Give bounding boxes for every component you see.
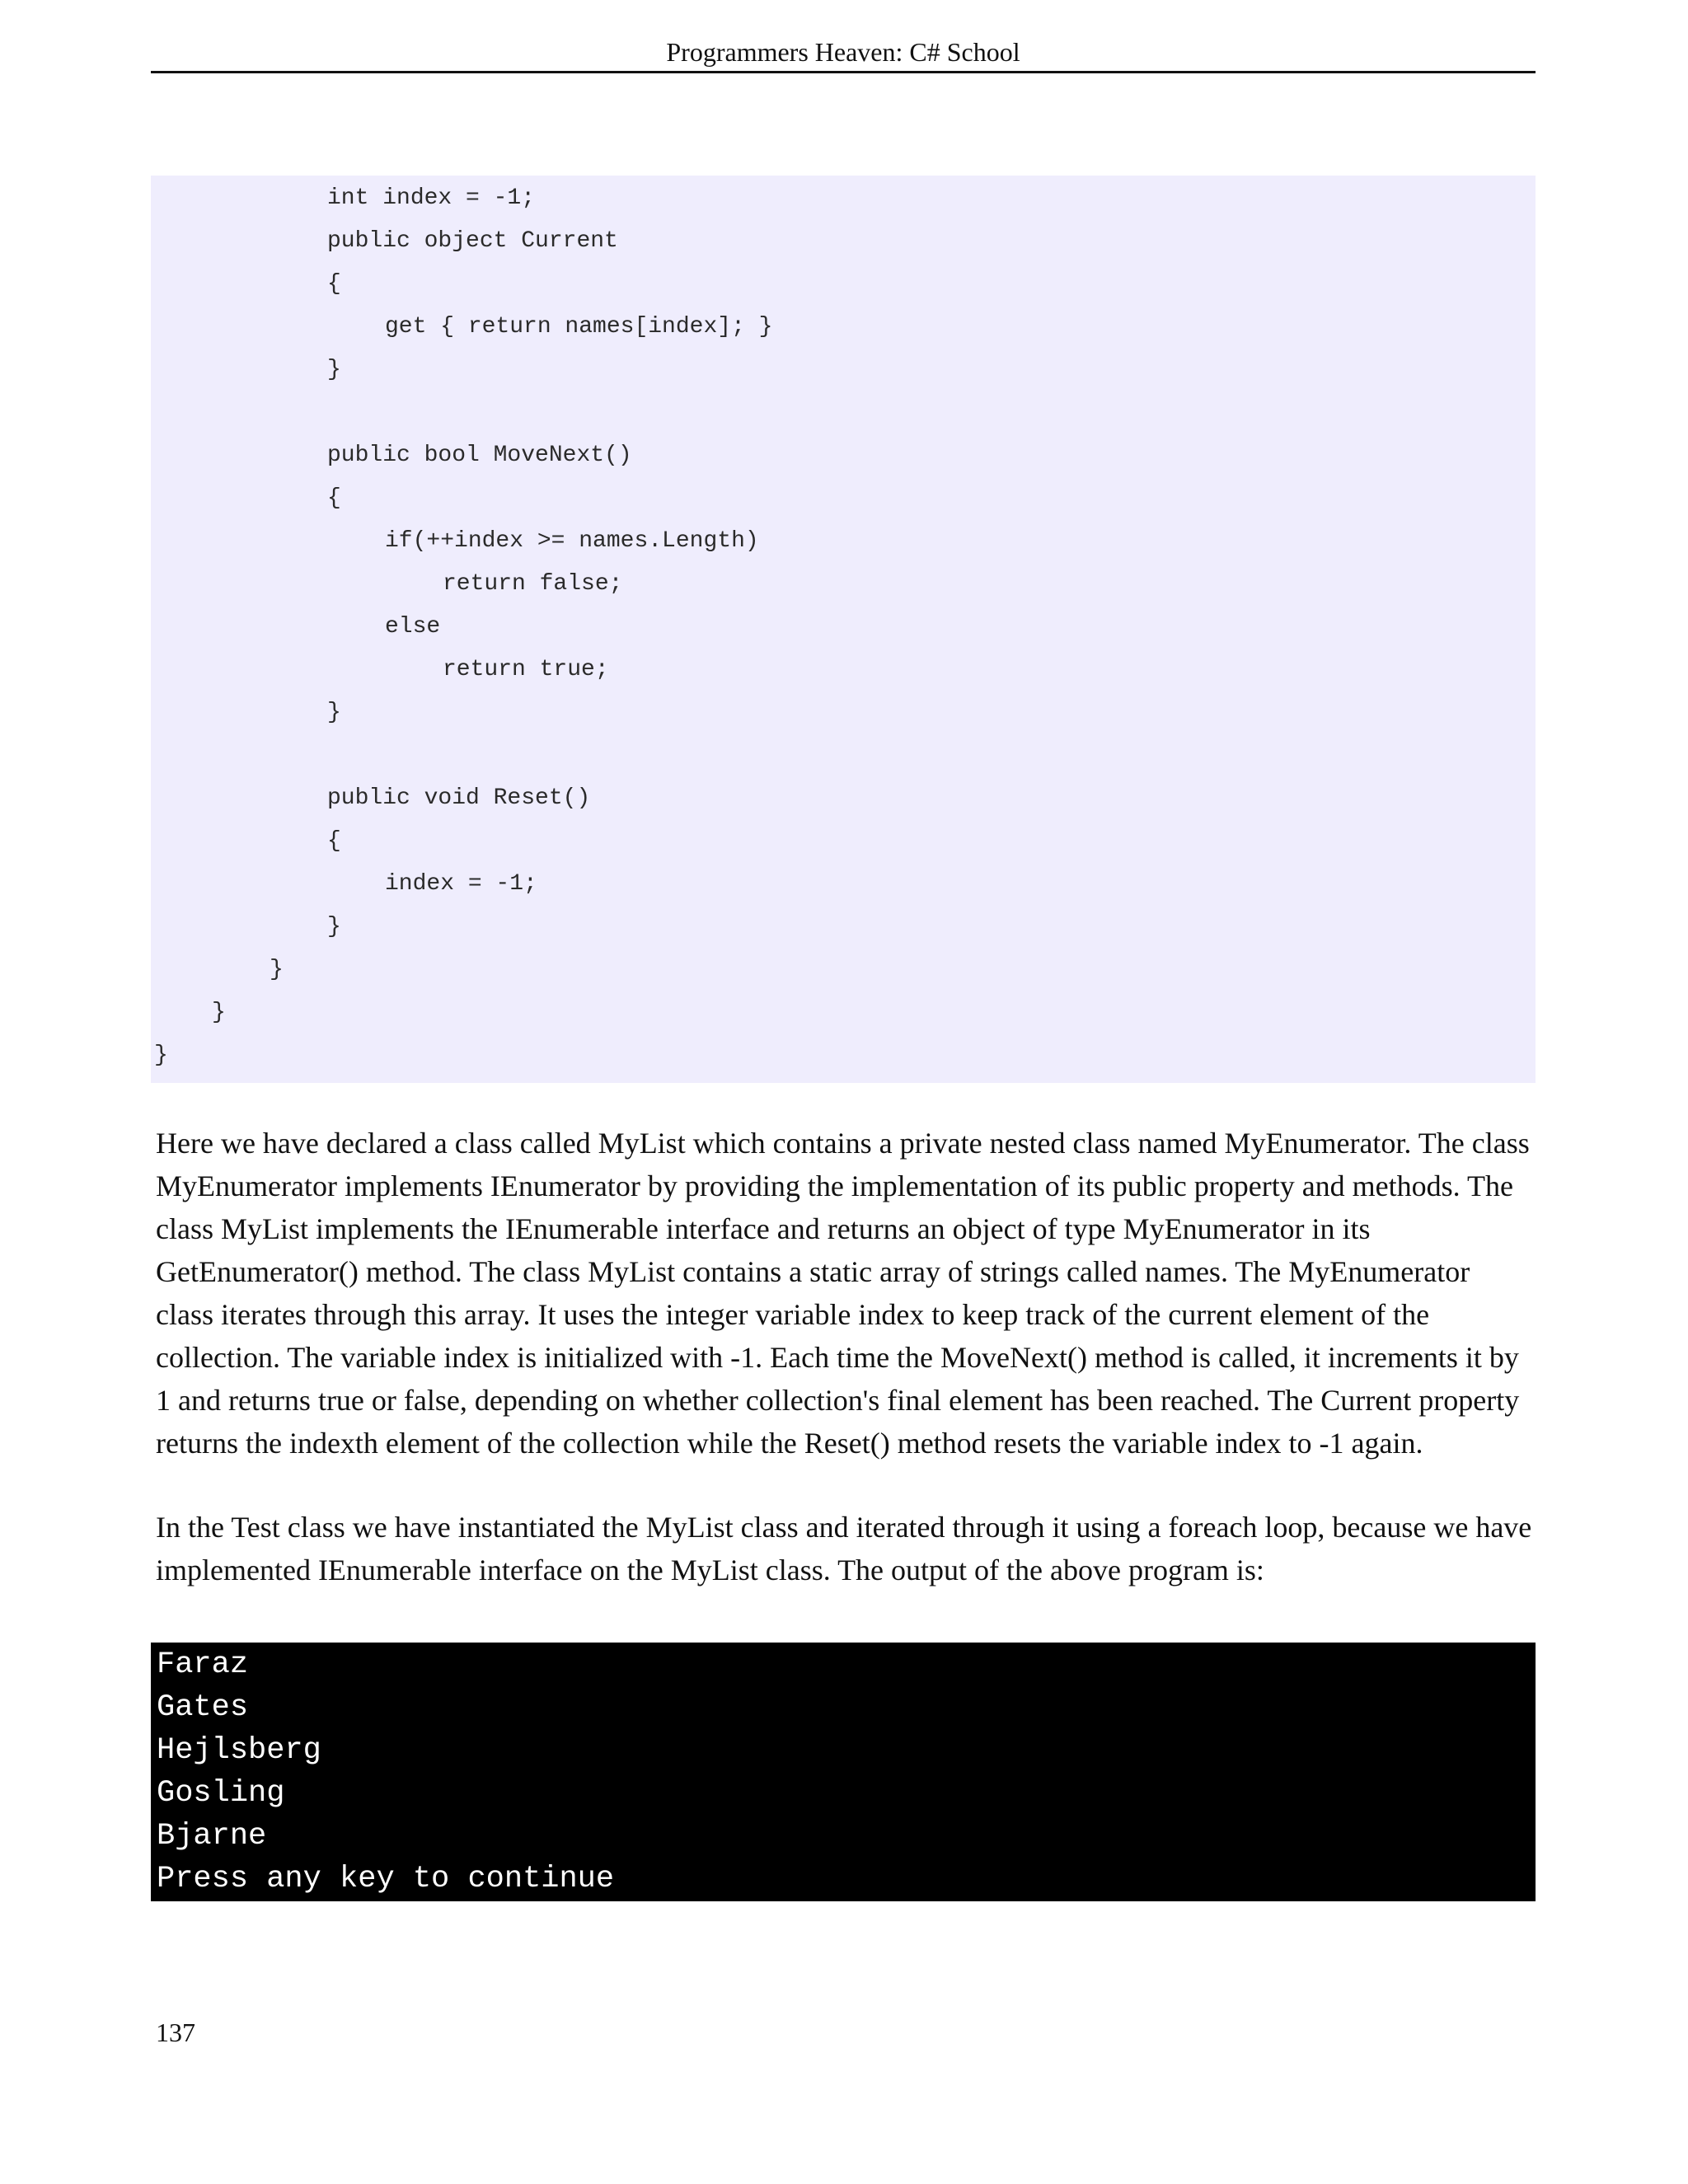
code-line: } [270,957,284,982]
console-line: Hejlsberg [157,1733,321,1768]
console-line: Gosling [157,1776,285,1811]
code-line: get { return names[index]; } [385,314,773,340]
console-line: Gates [157,1690,249,1725]
code-line: public object Current [327,228,618,254]
output-intro-paragraph: In the Test class we have instantiated the MyList class and iterated through it using a foreach loop, because we have implemented IEnumerable interface on the MyList class. The output of the above program is: [156,1511,1532,1586]
code-block [151,176,1536,1083]
code-line: { [327,485,341,511]
code-line: { [327,828,341,854]
code-line: } [154,1043,168,1068]
page-header [151,36,1536,73]
code-line: { [327,271,341,297]
console-line: Press any key to continue [157,1862,615,1896]
page-header-title: Programmers Heaven: C# School [666,37,1020,67]
code-line: index = -1; [385,871,537,897]
code-line: int index = -1; [327,185,536,211]
code-line: public void Reset() [327,785,591,811]
code-line: return true; [443,657,609,682]
code-line: } [327,700,341,725]
code-line: return false; [443,571,623,597]
code-line: public bool MoveNext() [327,443,632,468]
console-line: Faraz [157,1647,249,1682]
console-line: Bjarne [157,1819,267,1854]
console-output [151,1643,1536,1901]
code-line: } [327,914,341,940]
code-line: } [327,357,341,382]
code-line: } [212,1000,226,1025]
explanation-paragraph: Here we have declared a class called MyList which contains a private nested class named MyEnumerator. The class MyEnumerator implements IEnumerator by providing the implementation of its public property and methods. The class MyList implements the IEnumerable interface and returns an object of type MyEnumerator in its GetEnumerator() method. The class MyList contains a static array of strings called names. The MyEnumerator class iterates through this array. It uses the integer variable index to keep track of the current element of the collection. The variable index is initialized with -1. Each time the MoveNext() method is called, it increments it by 1 and returns true or false, depending on whether collection's final element has been reached. The Current property returns the indexth element of the collection while the Reset() method resets the variable index to -1 again. [156,1127,1530,1460]
page-number: 137 [156,2018,195,2047]
code-line: else [385,614,441,640]
code-line: if(++index >= names.Length) [385,528,759,554]
